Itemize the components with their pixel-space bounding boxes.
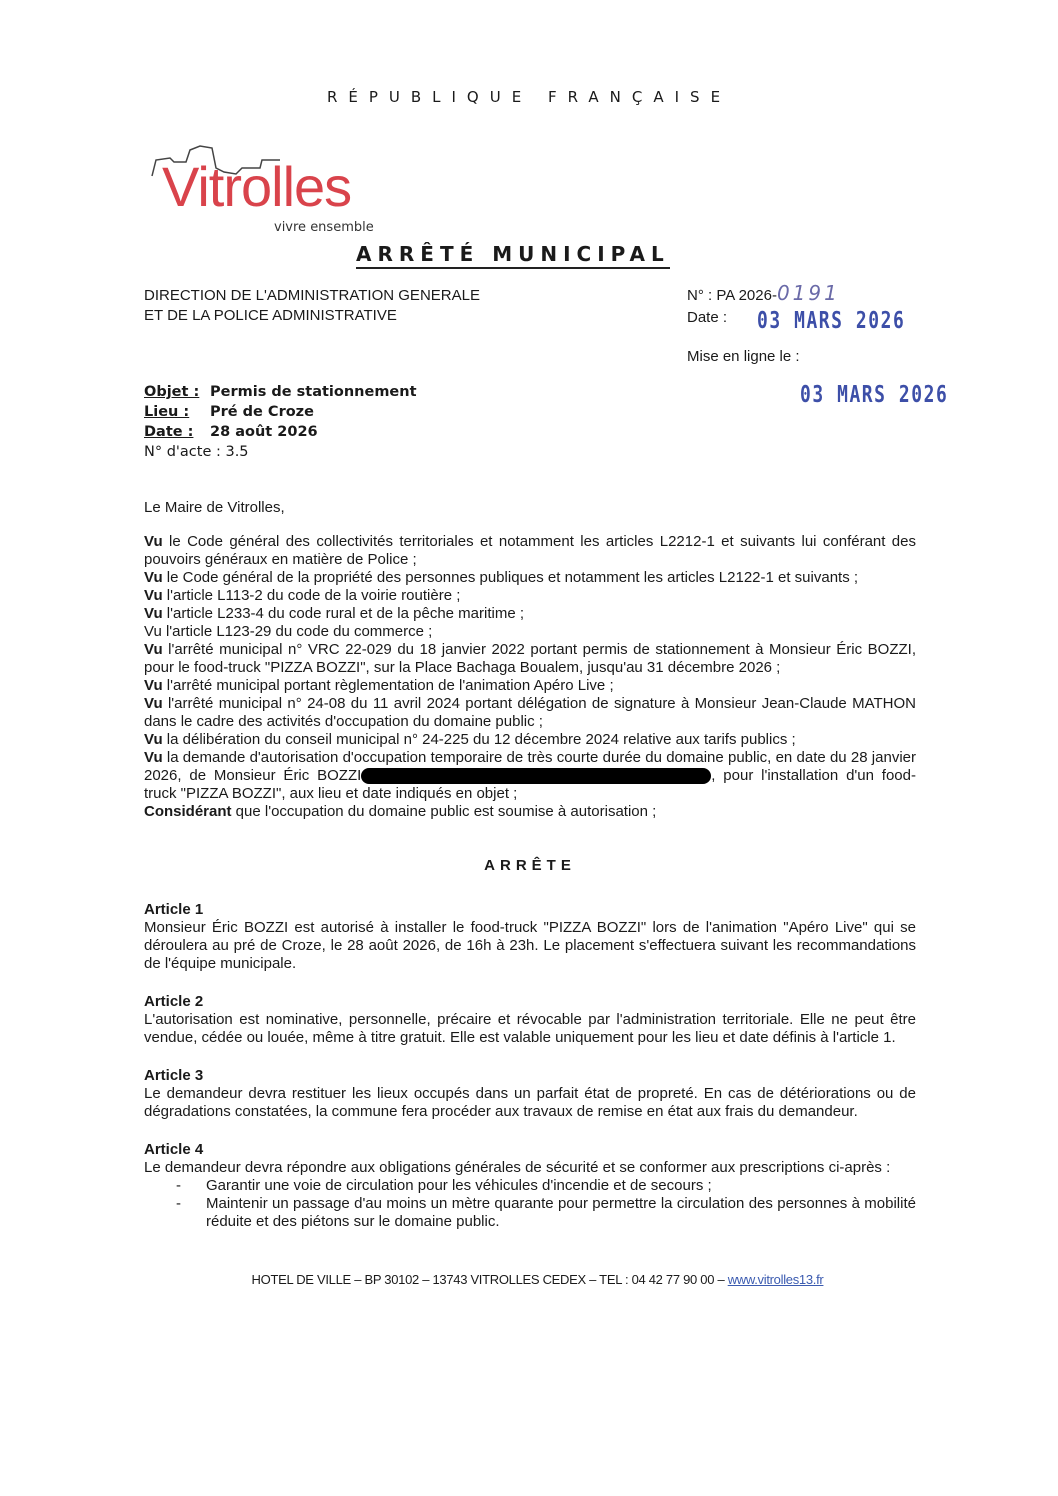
intro: Le Maire de Vitrolles, bbox=[144, 499, 285, 516]
arrete-heading: ARRÊTE bbox=[484, 857, 576, 874]
date-stamp: 03 MARS 2026 bbox=[757, 308, 906, 334]
meta-block: Objet : Permis de stationnement Lieu : Pré de Croze Date : 28 août 2026 N° d'acte : 3.5 bbox=[144, 384, 417, 460]
article-4: Article 4 Le demandeur devra répondre aux obligations générales de sécurité et se conformer aux prescriptions ci-après : - Garantir une voie de circulation pour les véhicules d'incendie et de secours ; - Maintenir un passage d'au moins un mètre quarante pour permettre la circulation des personnes à mobilité réduite et des piétons sur le domaine public. bbox=[144, 1141, 916, 1231]
demande-item: Vu la demande d'autorisation d'occupation temporaire de très courte durée du domaine public, en date du 28 janvier 2026, de Monsieur Éric BOZZI , pour l'installation d'un food-truck "PIZZA BOZZI", aux lieu et date indiqués en objet ; bbox=[144, 749, 916, 802]
mise-en-ligne-stamp: 03 MARS 2026 bbox=[800, 382, 949, 408]
list-item: - Garantir une voie de circulation pour les véhicules d'incendie et de secours ; bbox=[206, 1177, 916, 1195]
consideration-item: Vu la délibération du conseil municipal n° 24-225 du 12 décembre 2024 relative aux tarifs publics ; bbox=[144, 731, 796, 748]
consideration-item: Vu l'article L113-2 du code de la voirie routière ; bbox=[144, 587, 461, 604]
consideration-item: Vu le Code général de la propriété des personnes publiques et notamment les articles L2122-1 et suivants ; bbox=[144, 569, 859, 586]
website-link[interactable]: www.vitrolles13.fr bbox=[727, 1272, 824, 1287]
considerant-item: Considérant que l'occupation du domaine public est soumise à autorisation ; bbox=[144, 803, 657, 820]
direction: DIRECTION DE L'ADMINISTRATION GENERALE ET DE LA POLICE ADMINISTRATIVE bbox=[144, 287, 480, 324]
document-title: ARRÊTÉ MUNICIPAL bbox=[356, 242, 670, 269]
consideration-item: Vu l'article L123-29 du code du commerce ; bbox=[144, 623, 433, 640]
consideration-item: Vu l'arrêté municipal portant règlementation de l'animation Apéro Live ; bbox=[144, 677, 614, 694]
article-2: Article 2 L'autorisation est nominative, personnelle, précaire et révocable par l'administration territoriale. Elle ne peut être vendue, cédée ou louée, même à titre gratuit. Elle est valable uniquement pour les lieu et date définis à l'article 1. bbox=[144, 993, 916, 1046]
vitrolles-logo: Vitrolles vivre ensemble bbox=[150, 138, 400, 238]
prescriptions-list bbox=[144, 1177, 916, 1231]
consideration-item: Vu l'arrêté municipal n° 24-08 du 11 avril 2024 portant délégation de signature à Monsieur Jean-Claude MATHON dans le cadre des activités d'occupation du domaine public ; bbox=[144, 695, 916, 730]
article-1: Article 1 Monsieur Éric BOZZI est autorisé à installer le food-truck "PIZZA BOZZI" lors de l'animation "Apéro Live" qui se déroulera au pré de Croze, le 28 août 2026, de 16h à 23h. Le placement s'effectuera suivant les recommandations de l'équipe municipale. bbox=[144, 901, 916, 972]
handwritten-number: 0191 bbox=[776, 281, 840, 305]
footer: HOTEL DE VILLE – BP 30102 – 13743 VITROLLES CEDEX – TEL : 04 42 77 90 00 – www.vitrolles13.fr bbox=[251, 1272, 824, 1287]
consideration-item: Vu le Code général des collectivités territoriales et notamment les articles L2212-1 et suivants lui conférant des pouvoirs généraux en matière de Police ; bbox=[144, 533, 916, 568]
republique-francaise: RÉPUBLIQUE FRANÇAISE bbox=[326, 88, 732, 106]
consideration-item: Vu l'arrêté municipal n° VRC 22-029 du 18 janvier 2022 portant permis de stationnement à Monsieur Éric BOZZI, pour le food-truck "PIZZA BOZZI", sur la Place Bachaga Boualem, jusqu'au 31 décembre 2026 ; bbox=[144, 641, 916, 676]
consideration-item: Vu l'article L233-4 du code rural et de la pêche maritime ; bbox=[144, 605, 525, 622]
articles bbox=[144, 901, 916, 1231]
redacted-block bbox=[361, 768, 711, 784]
list-item: - Maintenir un passage d'au moins un mètre quarante pour permettre la circulation des personnes à mobilité réduite et des piétons sur le domaine public. bbox=[206, 1195, 916, 1231]
reference-block: N° : PA 2026-0191 Date : 03 MARS 2026 Mise en ligne le : bbox=[687, 281, 906, 365]
document-body bbox=[144, 499, 916, 1289]
considerations bbox=[144, 533, 916, 821]
article-3: Article 3 Le demandeur devra restituer les lieux occupés dans un parfait état de propreté. En cas de détériorations ou de dégradations constatées, la commune fera procéder aux travaux de remise en état aux frais du demandeur. bbox=[144, 1067, 916, 1120]
